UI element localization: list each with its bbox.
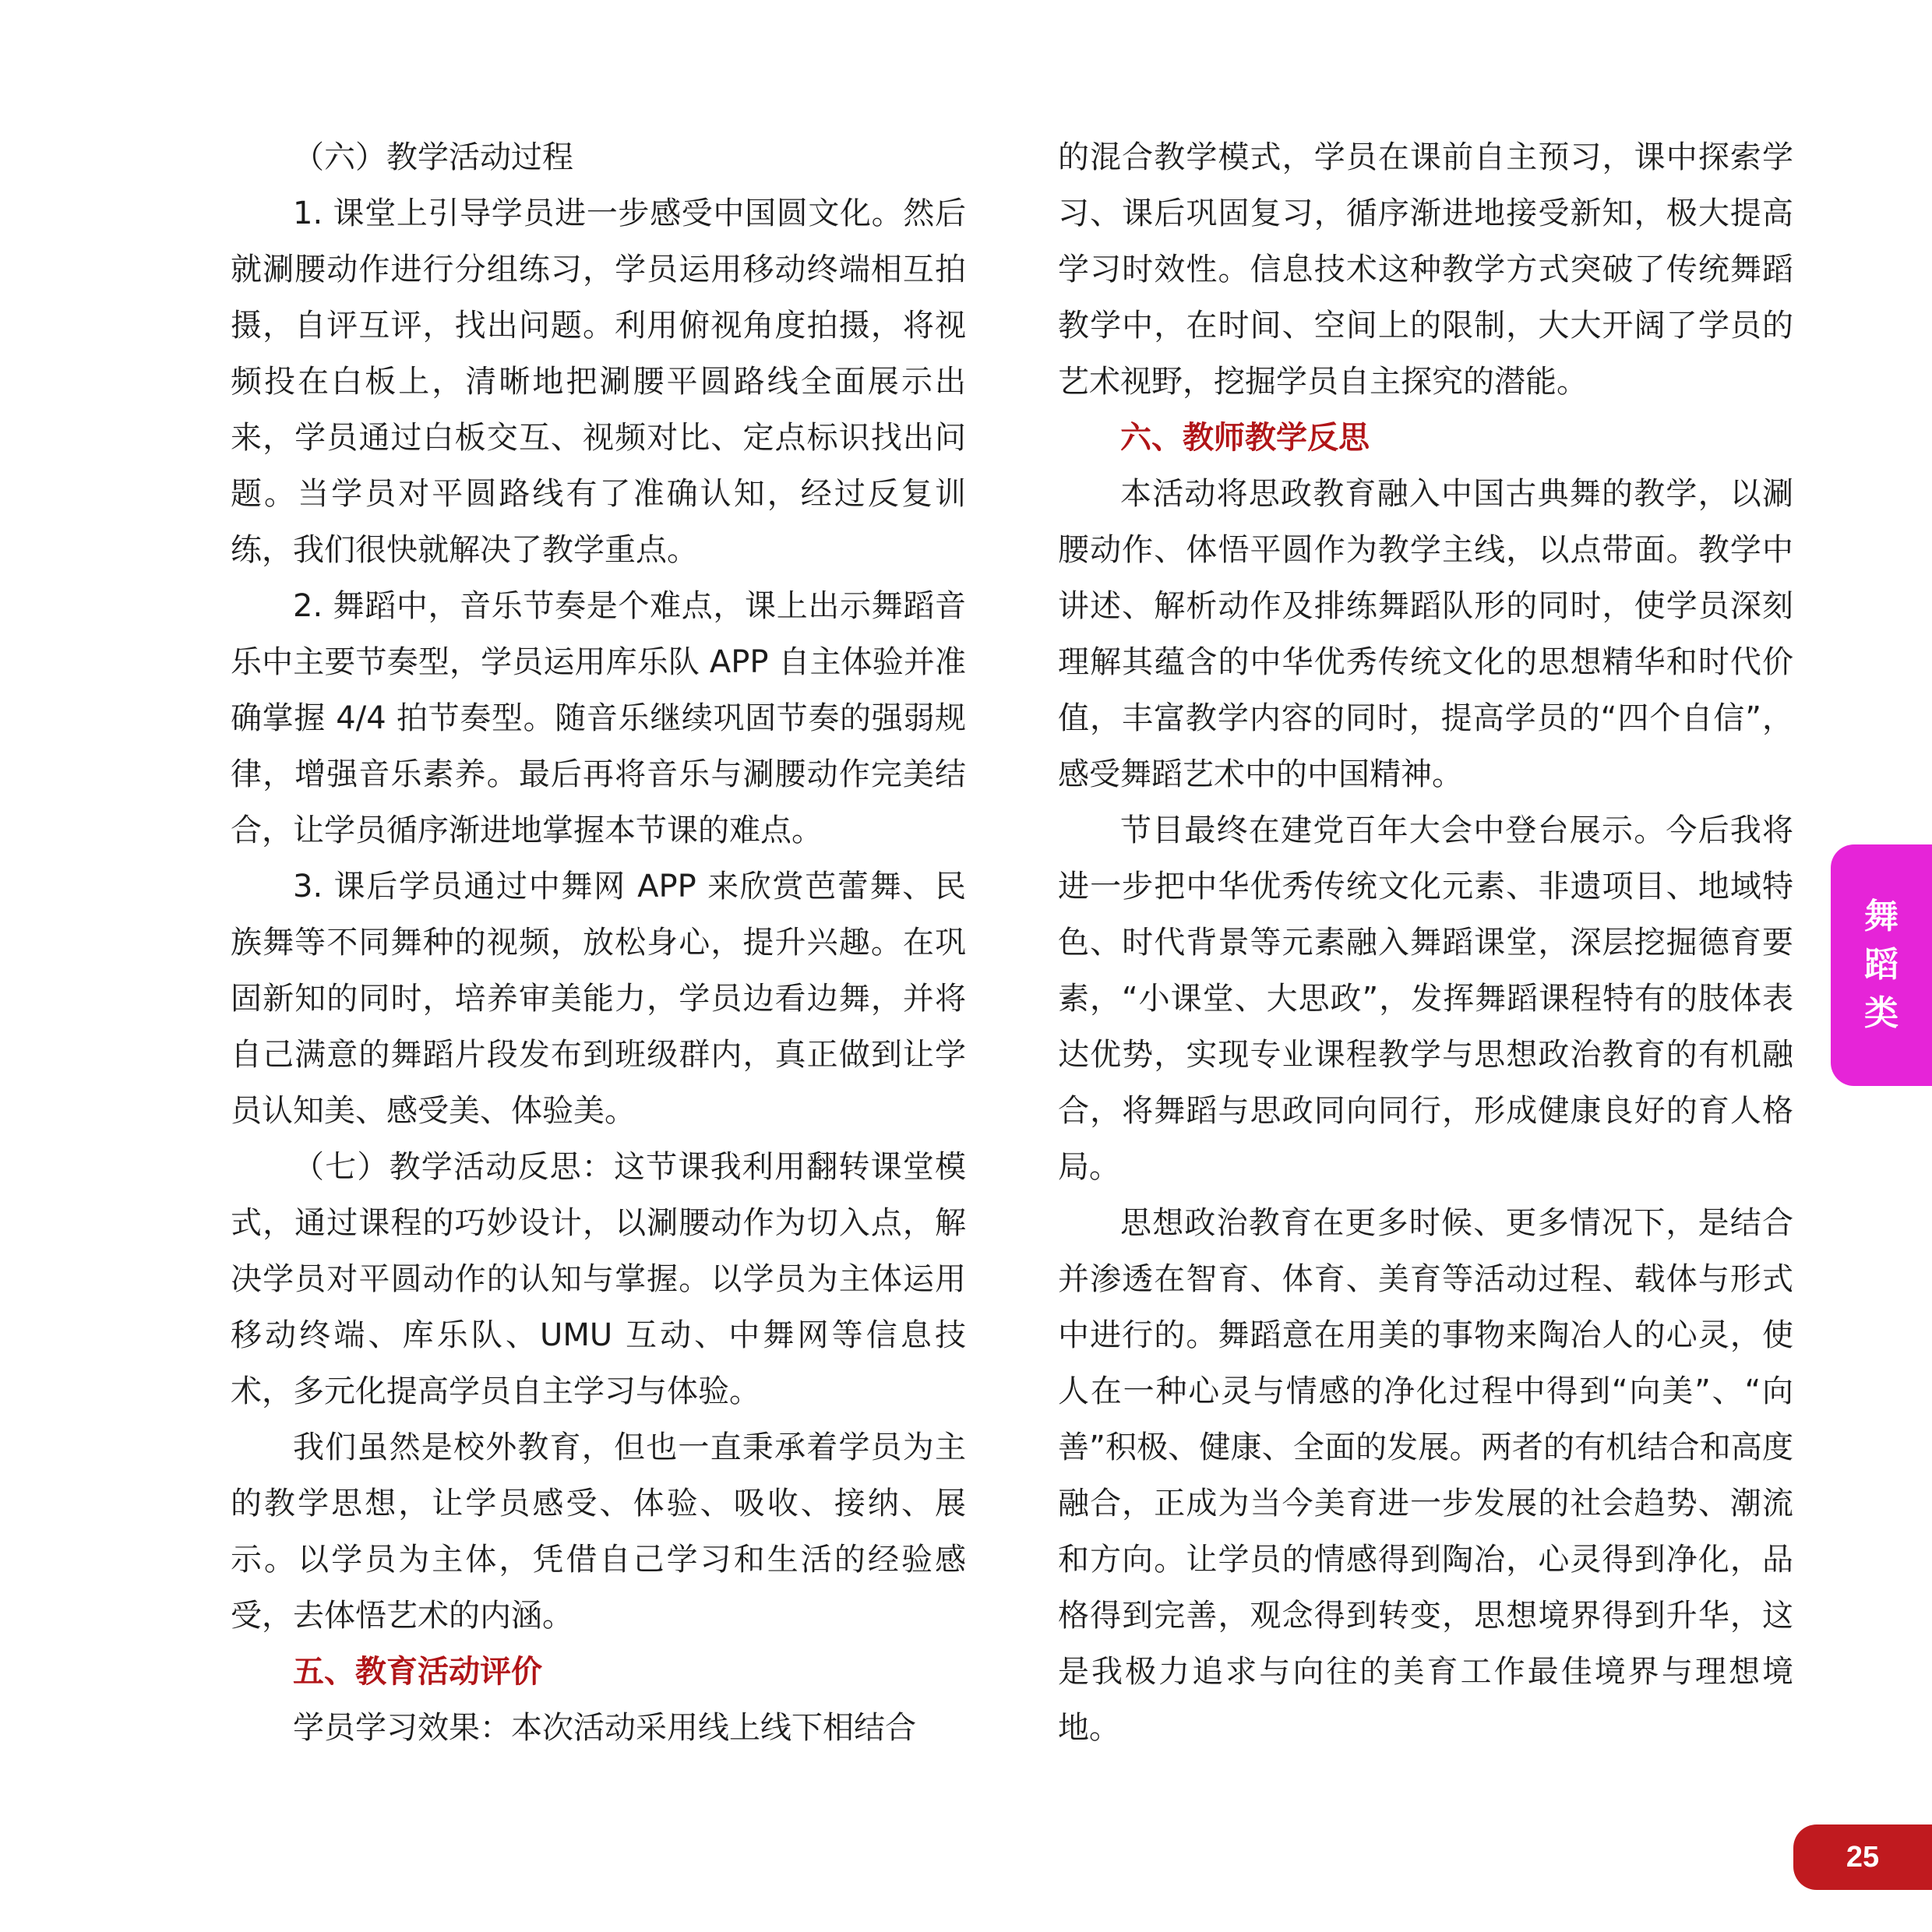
paragraph-continued: 的混合教学模式，学员在课前自主预习，课中探索学习、课后巩固复习，循序渐进地接受新知，极大提高学习时效性。信息技术这种教学方式突破了传统舞蹈教学中，在时间、空间上的限制，大大开阔了学员的艺术视野，挖掘学员自主探究的潜能。 xyxy=(1058,139,1793,400)
paragraph: 3. 课后学员通过中舞网 APP 来欣赏芭蕾舞、民族舞等不同舞种的视频，放松身心，提升兴趣。在巩固新知的同时，培养审美能力，学员边看边舞，并将自己满意的舞蹈片段发布到班级群内，真正做到让学员认知美、感受美、体验美。 xyxy=(231,869,966,1129)
category-tab-char: 类 xyxy=(1864,993,1899,1033)
category-tab xyxy=(1831,844,1932,1086)
paragraph: （七）教学活动反思：这节课我利用翻转课堂模式，通过课程的巧妙设计，以涮腰动作为切入点，解决学员对平圆动作的认知与掌握。以学员为主体运用移动终端、库乐队、UMU 互动、中舞网等信息技术，多元化提高学员自主学习与体验。 xyxy=(231,1149,966,1409)
paragraph: 学员学习效果：本次活动采用线上线下相结合 xyxy=(293,1710,916,1746)
paragraph: 我们虽然是校外教育，但也一直秉承着学员为主的教学思想，让学员感受、体验、吸收、接纳、展示。以学员为主体，凭借自己学习和生活的经验感受，去体悟艺术的内涵。 xyxy=(231,1430,966,1634)
category-tab-char: 蹈 xyxy=(1864,945,1899,985)
paragraph: 本活动将思政教育融入中国古典舞的教学，以涮腰动作、体悟平圆作为教学主线，以点带面。教学中讲述、解析动作及排练舞蹈队形的同时，使学员深刻理解其蕴含的中华优秀传统文化的思想精华和时代价值，丰富教学内容的同时，提高学员的“四个自信”，感受舞蹈艺术中的中国精神。 xyxy=(1058,476,1793,792)
paragraph: 思想政治教育在更多时候、更多情况下，是结合并渗透在智育、体育、美育等活动过程、载体与形式中进行的。舞蹈意在用美的事物来陶冶人的心灵，使人在一种心灵与情感的净化过程中得到“向美”、“向善”积极、健康、全面的发展。两者的有机结合和高度融合，正成为当今美育进一步发展的社会趋势、潮流和方向。让学员的情感得到陶冶，心灵得到净化，品格得到完善，观念得到转变，思想境界得到升华，这是我极力追求与向往的美育工作最佳境界与理想境地。 xyxy=(1058,1205,1793,1746)
category-tab-char: 舞 xyxy=(1864,897,1899,936)
page-number: 25 xyxy=(1793,1824,1932,1890)
section-heading: 六、教师教学反思 xyxy=(1120,420,1370,456)
paragraph: 1. 课堂上引导学员进一步感受中国圆文化。然后就涮腰动作进行分组练习，学员运用移动终端相互拍摄，自评互评，找出问题。利用俯视角度拍摄，将视频投在白板上，清晰地把涮腰平圆路线全面展示出来，学员通过白板交互、视频对比、定点标识找出问题。当学员对平圆路线有了准确认知，经过反复训练，我们很快就解决了教学重点。 xyxy=(231,196,966,568)
paragraph: 节目最终在建党百年大会中登台展示。今后我将进一步把中华优秀传统文化元素、非遗项目、地域特色、时代背景等元素融入舞蹈课堂，深层挖掘德育要素，“小课堂、大思政”，发挥舞蹈课程特有的肢体表达优势，实现专业课程教学与思想政治教育的有机融合，将舞蹈与思政同向同行，形成健康良好的育人格局。 xyxy=(1058,813,1793,1185)
paragraph: 2. 舞蹈中，音乐节奏是个难点，课上出示舞蹈音乐中主要节奏型，学员运用库乐队 APP 自主体验并准确掌握 4/4 拍节奏型。随音乐继续巩固节奏的强弱规律，增强音乐素养。最后再将音乐与涮腰动作完美结合，让学员循序渐进地掌握本节课的难点。 xyxy=(231,588,966,848)
right-column xyxy=(1058,129,1793,1756)
section-subheading: （六）教学活动过程 xyxy=(293,139,573,175)
section-heading: 五、教育活动评价 xyxy=(293,1654,542,1690)
left-column xyxy=(231,129,966,1756)
